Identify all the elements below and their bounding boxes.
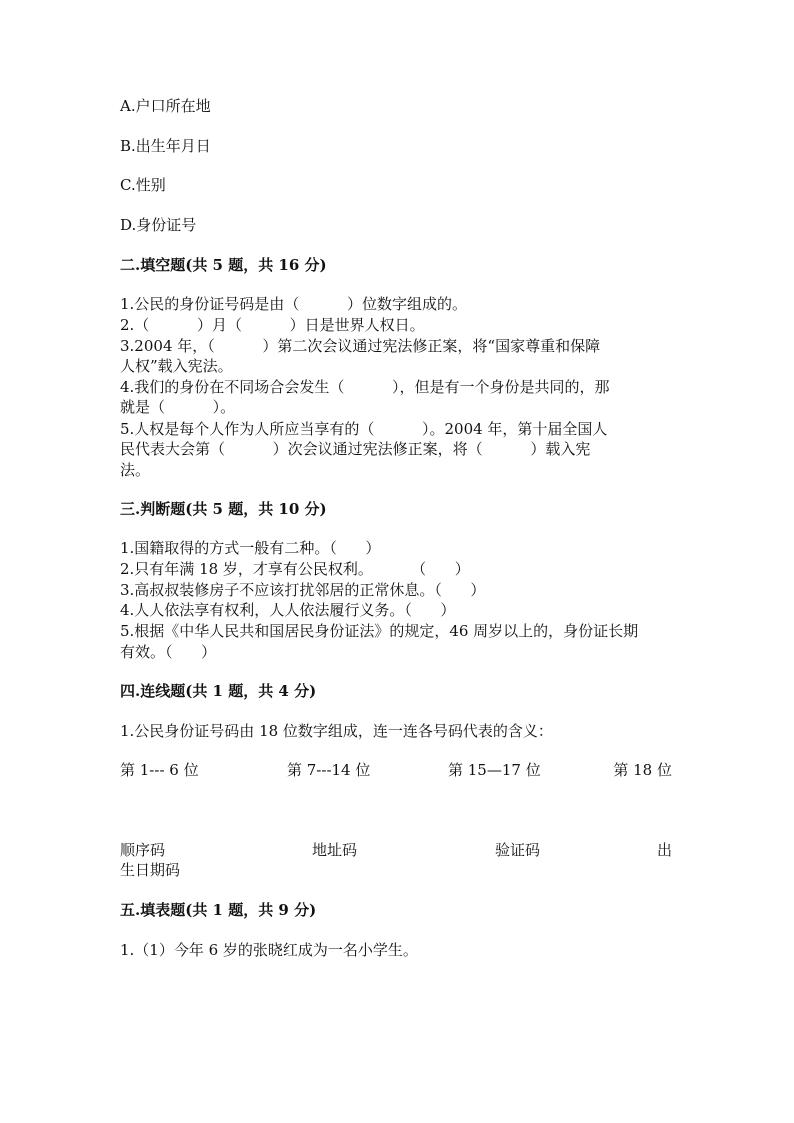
position-label: 第 1--- 6 位: [120, 761, 199, 779]
fill-blank-line: 5.人权是每个人作为人所应当享有的（ ）。2004 年，第十届全国人: [120, 420, 608, 438]
judgment-line: 3.高叔叔装修房子不应该打扰邻居的正常休息。（ ）: [120, 581, 486, 599]
section-heading-matching: 四.连线题(共 1 题，共 4 分): [120, 682, 317, 700]
fill-blank-line: 民代表大会第（ ）次会议通过宪法修正案，将（ ）载入宪: [120, 440, 591, 458]
section-heading-fill-blank: 二.填空题(共 5 题，共 16 分): [120, 256, 327, 274]
table-question: 1.（1）今年 6 岁的张晓红成为一名小学生。: [120, 941, 418, 959]
meaning-label: 验证码: [495, 841, 541, 859]
position-label: 第 7---14 位: [287, 761, 371, 779]
fill-blank-line: 法。: [120, 461, 151, 479]
position-label: 第 18 位: [613, 761, 672, 779]
matching-meanings-row: [120, 840, 672, 860]
matching-positions-row: [120, 760, 672, 780]
choice-option-b: B.出生年月日: [120, 137, 211, 155]
meaning-label-wrap: 生日期码: [120, 861, 181, 879]
meaning-label: 出: [656, 841, 672, 859]
fill-blank-line: 人权”载入宪法。: [120, 357, 233, 375]
choice-option-d: D.身份证号: [120, 216, 197, 234]
meaning-label: 顺序码: [120, 841, 166, 859]
choice-option-c: C.性别: [120, 176, 166, 194]
fill-blank-line: 3.2004 年，（ ）第二次会议通过宪法修正案，将“国家尊重和保障: [120, 337, 601, 355]
section-heading-judgment: 三.判断题(共 5 题，共 10 分): [120, 500, 327, 518]
meaning-label: 地址码: [312, 841, 358, 859]
fill-blank-line: 4.我们的身份在不同场合会发生（ ），但是有一个身份是共同的，那: [120, 378, 610, 396]
choice-option-a: A.户口所在地: [120, 97, 211, 115]
judgment-line: 4.人人依法享有权利，人人依法履行义务。（ ）: [120, 601, 456, 619]
judgment-line: 有效。（ ）: [120, 643, 217, 661]
position-label: 第 15—17 位: [448, 761, 541, 779]
fill-blank-line: 2.（ ）月（ ）日是世界人权日。: [120, 316, 425, 334]
fill-blank-line: 就是（ ）。: [120, 398, 236, 416]
fill-blank-line: 1.公民的身份证号码是由（ ）位数字组成的。: [120, 295, 467, 313]
judgment-line: 1.国籍取得的方式一般有二种。（ ）: [120, 539, 381, 557]
judgment-line: 2.只有年满 18 岁，才享有公民权利。 （ ）: [120, 560, 470, 578]
section-heading-table: 五.填表题(共 1 题，共 9 分): [120, 901, 317, 919]
judgment-line: 5.根据《中华人民共和国居民身份证法》的规定，46 周岁以上的，身份证长期: [120, 622, 639, 640]
matching-question: 1.公民身份证号码由 18 位数字组成，连一连各号码代表的含义：: [120, 722, 553, 740]
